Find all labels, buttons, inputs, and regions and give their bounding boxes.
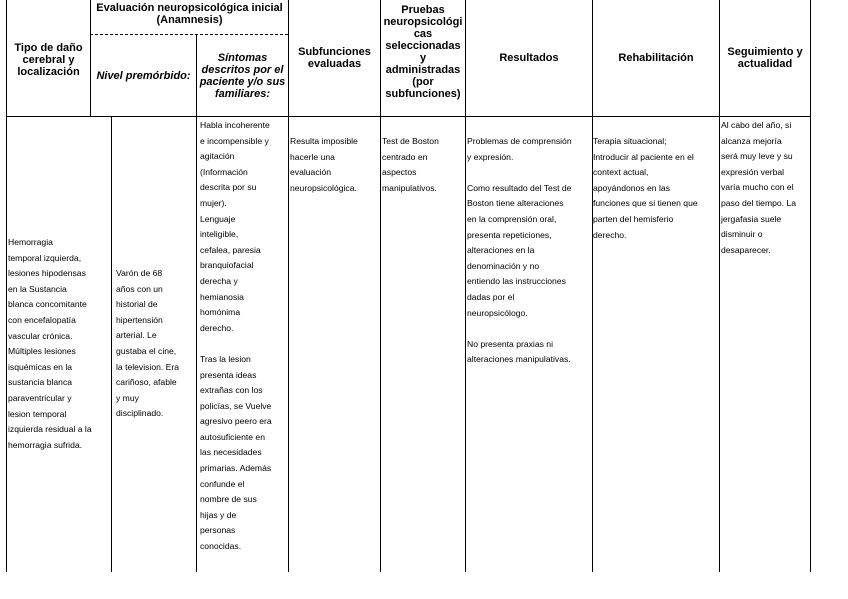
header-rehabilitacion: Rehabilitación: [618, 52, 694, 64]
grid-line: [810, 0, 811, 572]
cell-subfunciones: Resulta imposible hacerle una evaluación neuropsicológica.: [290, 136, 358, 193]
header-nivel-premorbido: Nivel premórbido:: [96, 69, 191, 82]
header-tipo-dano: Tipo de daño cerebral y localización: [14, 42, 83, 78]
header-evaluacion: Evaluación neuropsicológica inicial (Anamnesis): [96, 2, 283, 26]
grid-line: [6, 116, 811, 117]
cell-sintomas: Habla incoherente e incompensible y agitación (Información descrita por su mujer). Lenguaje inteligible, cefalea, paresia branquiofacial derecha y hemianosia homónima derecho. Tras la lesion presenta ideas extrañas con los policías, se Vuelve agresivo peero era autosuficiente en las necesidades primarias. Además confunde el nombre de sus hijas y de personas conocidas.: [200, 120, 272, 552]
cell-rehabilitacion: Terapia situacional; Introducir al paciente en el context actual, apoyándonos en las funciones que si tienen que parten del hemisferio derecho.: [593, 136, 698, 240]
cell-pruebas: Test de Boston centrado en aspectos manipulativos.: [382, 136, 439, 193]
header-resultados: Resultados: [499, 52, 559, 64]
header-seguimiento: Seguimiento y actualidad: [727, 46, 803, 70]
cell-tipo-dano: Hemorragia temporal izquierda, lesiones hipodensas en la Sustancia blanca concomitante con encefalopatía vascular crónica. Múltiples lesiones isquémicas en la sustancia blanca paraventricular y lesion temporal izquierda residual a la hemorragia sufrida.: [8, 237, 92, 450]
cell-resultados: Problemas de comprensión y expresión. Como resultado del Test de Boston tiene alteraciones en la comprensión oral, presenta repeticiones, alteraciones en la denominación y no entiendo las instrucciones dadas por el neuropsicólogo. No presenta praxias ni alteraciones manipulativas.: [467, 136, 572, 365]
header-sintomas: Síntomas descritos por el paciente y/o sus familiares:: [199, 51, 286, 100]
cell-nivel-premorbido: Varón de 68 años con un historial de hipertensión arterial. Le gustaba el cine, la television. Era cariñoso, afable y muy disciplinado.: [116, 268, 180, 419]
header-pruebas: Pruebas neuropsicológi cas seleccionadas y administradas (por subfunciones): [383, 4, 463, 100]
cell-seguimiento: Al cabo del año, si alcanza mejoría será muy leve y su expresión verbal varía mucho con el paso del tiempo. La jergafasia suele disminuir o desaparecer.: [721, 120, 797, 255]
header-subfunciones: Subfunciones evaluadas: [298, 46, 371, 70]
